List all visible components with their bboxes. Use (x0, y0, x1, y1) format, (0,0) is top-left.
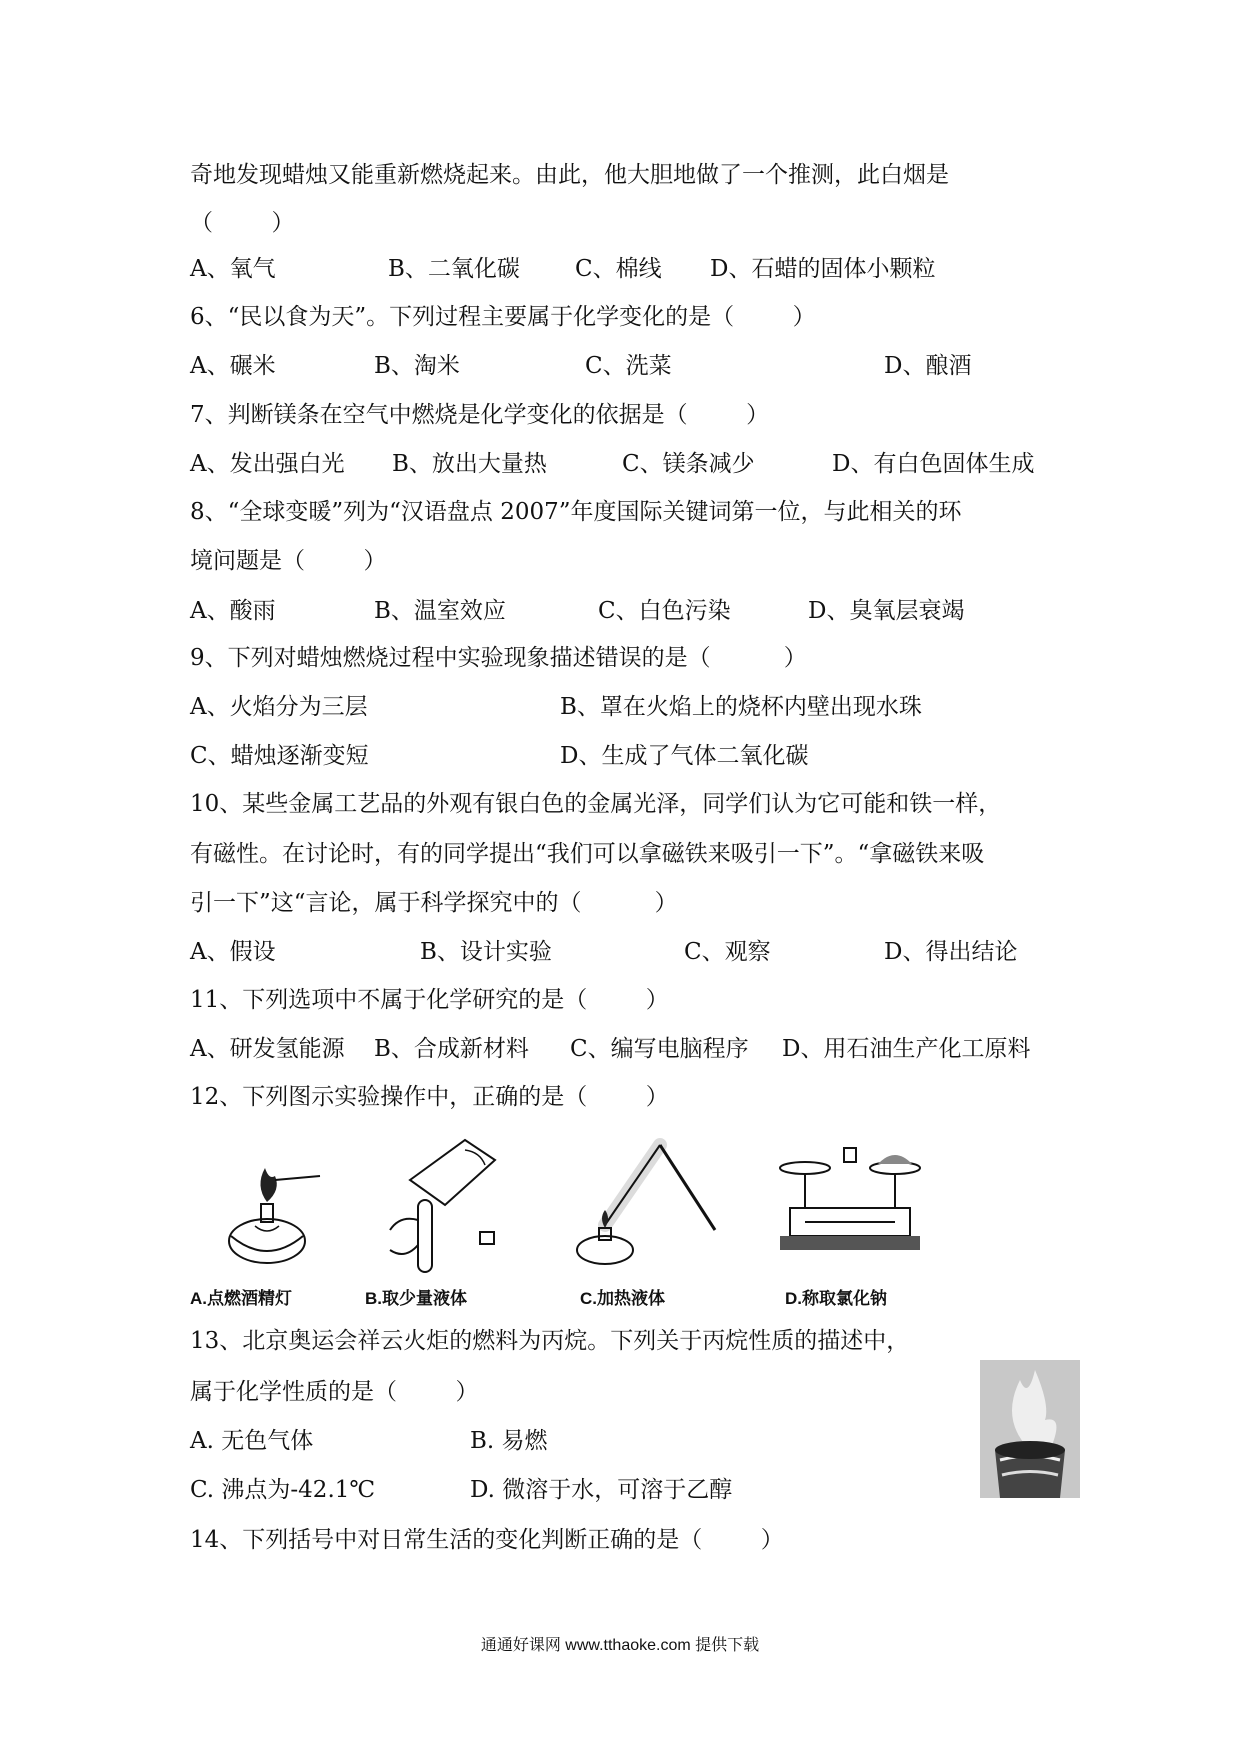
q14-stem: 14、下列括号中对日常生活的变化判断正确的是（ ） (190, 1527, 784, 1553)
q13-option-a: A. 无色气体 (190, 1428, 314, 1454)
q11-option-b: B、合成新材料 (374, 1036, 529, 1062)
q10-option-d: D、得出结论 (884, 939, 1018, 965)
figure-caption-b: B.取少量液体 (365, 1289, 467, 1308)
q7-option-d: D、有白色固体生成 (832, 451, 1035, 477)
q8-stem-line1: 8、“全球变暖”列为“汉语盘点 2007”年度国际关键词第一位，与此相关的环 (190, 499, 962, 525)
alcohol-lamp-lighting-figure (215, 1136, 335, 1276)
q13-stem-line2: 属于化学性质的是（ ） (190, 1379, 479, 1405)
q8-option-a: A、酸雨 (190, 598, 276, 624)
q7-option-b: B、放出大量热 (392, 451, 547, 477)
q8-stem-line2: 境问题是（ ） (190, 548, 387, 574)
balance-scale-figure (770, 1128, 930, 1278)
q11-option-c: C、编写电脑程序 (570, 1036, 749, 1062)
q6-option-d: D、酿酒 (884, 353, 972, 379)
heat-liquid-figure (565, 1120, 725, 1280)
q13-option-c: C. 沸点为-42.1℃ (190, 1477, 376, 1503)
q6-option-b: B、淘米 (374, 353, 460, 379)
q13-stem-line1: 13、北京奥运会祥云火炬的燃料为丙烷。下列关于丙烷性质的描述中， (190, 1328, 910, 1354)
q10-option-b: B、设计实验 (420, 939, 552, 965)
q10-stem-line3: 引一下”这“言论，属于科学探究中的（ ） (190, 890, 678, 916)
q9-option-c: C、蜡烛逐渐变短 (190, 743, 369, 769)
q11-option-a: A、研发氢能源 (190, 1036, 345, 1062)
figure-caption-d: D.称取氯化钠 (785, 1289, 887, 1308)
q6-stem: 6、“民以食为天”。下列过程主要属于化学变化的是（ ） (190, 304, 816, 330)
q9-option-b: B、罩在火焰上的烧杯内壁出现水珠 (560, 694, 922, 720)
q10-stem-line1: 10、某些金属工艺品的外观有银白色的金属光泽，同学们认为它可能和铁一样， (190, 791, 1002, 817)
q5-stem-line1: 奇地发现蜡烛又能重新燃烧起来。由此，他大胆地做了一个推测，此白烟是 (190, 162, 949, 188)
q8-option-d: D、臭氧层衰竭 (808, 598, 965, 624)
pour-liquid-figure (370, 1120, 520, 1280)
q5-option-c: C、棉线 (575, 256, 662, 282)
figure-caption-a: A.点燃酒精灯 (190, 1289, 292, 1308)
q7-option-a: A、发出强白光 (190, 451, 345, 477)
q9-option-a: A、火焰分为三层 (190, 694, 368, 720)
q11-stem: 11、下列选项中不属于化学研究的是（ ） (190, 987, 669, 1013)
q10-stem-line2: 有磁性。在讨论时，有的同学提出“我们可以拿磁铁来吸引一下”。“拿磁铁来吸 (190, 841, 985, 867)
q9-option-d: D、生成了气体二氧化碳 (560, 743, 809, 769)
q7-stem: 7、判断镁条在空气中燃烧是化学变化的依据是（ ） (190, 402, 770, 428)
figure-caption-c: C.加热液体 (580, 1289, 665, 1308)
q5-option-a: A、氧气 (190, 256, 276, 282)
q5-stem-line2: （ ） (190, 210, 295, 236)
q12-stem: 12、下列图示实验操作中，正确的是（ ） (190, 1084, 669, 1110)
q6-option-a: A、碾米 (190, 353, 276, 379)
q8-option-b: B、温室效应 (374, 598, 506, 624)
page-footer: 通通好课网 www.tthaoke.com 提供下载 (480, 1637, 760, 1654)
q5-option-d: D、石蜡的固体小颗粒 (710, 256, 936, 282)
q5-option-b: B、二氧化碳 (388, 256, 520, 282)
q9-stem: 9、下列对蜡烛燃烧过程中实验现象描述错误的是（ ） (190, 645, 807, 671)
torch-flame-photo (980, 1360, 1080, 1498)
q13-option-b: B. 易燃 (470, 1428, 548, 1454)
q6-option-c: C、洗菜 (585, 353, 672, 379)
q13-option-d: D. 微溶于水，可溶于乙醇 (470, 1477, 733, 1503)
q7-option-c: C、镁条减少 (622, 451, 755, 477)
q10-option-c: C、观察 (684, 939, 771, 965)
q8-option-c: C、白色污染 (598, 598, 731, 624)
q11-option-d: D、用石油生产化工原料 (782, 1036, 1031, 1062)
q10-option-a: A、假设 (190, 939, 276, 965)
